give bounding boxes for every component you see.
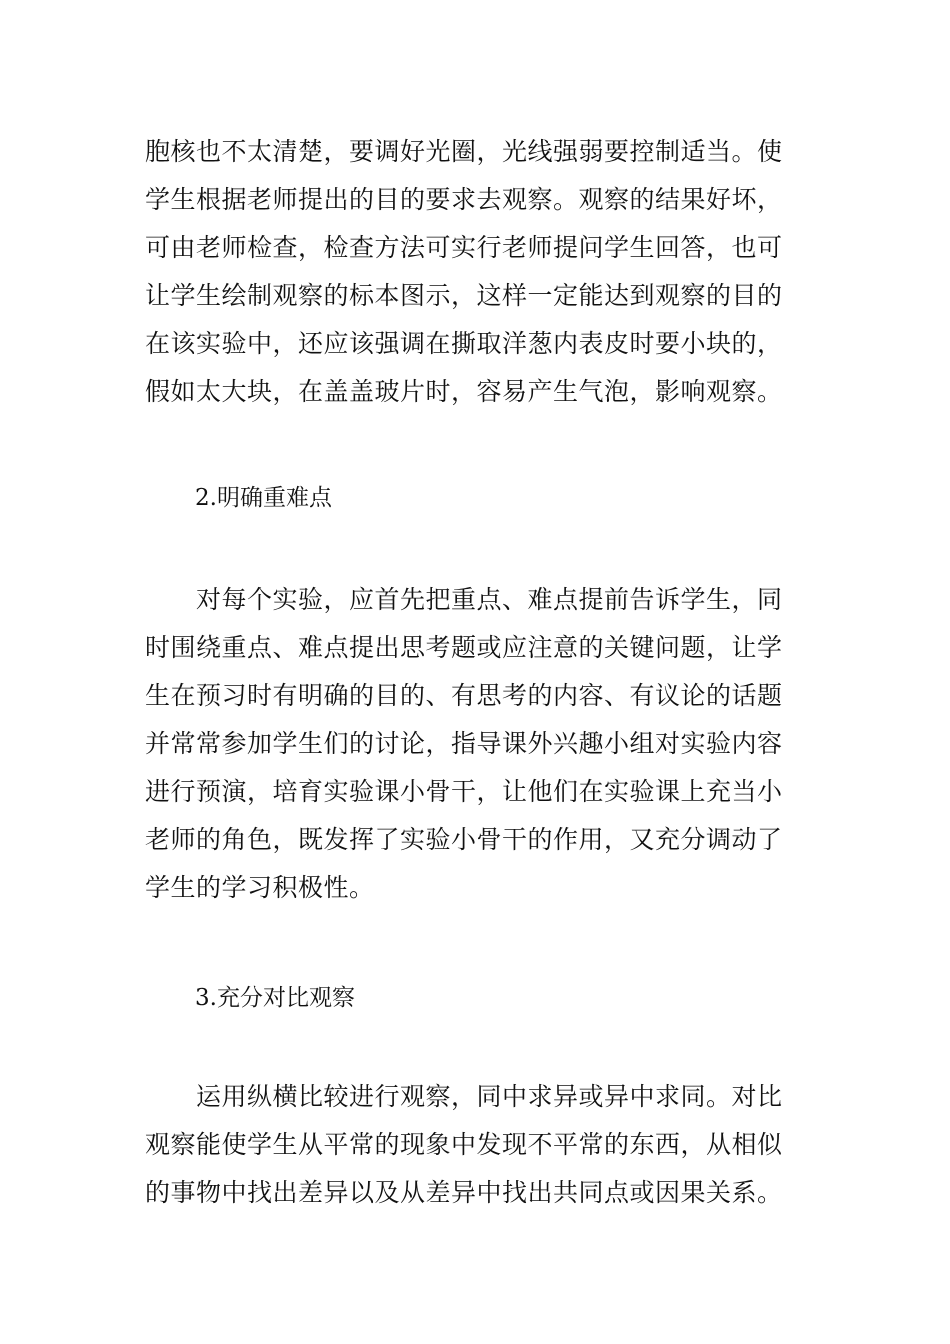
text-line: 并常常参加学生们的讨论，指导课外兴趣小组对实验内容 bbox=[145, 729, 783, 758]
text-line: 老师的角色，既发挥了实验小骨干的作用，又充分调动了 bbox=[145, 825, 783, 854]
text-line: 观察能使学生从平常的现象中发现不平常的东西，从相似 bbox=[145, 1130, 783, 1159]
text-line: 让学生绘制观察的标本图示，这样一定能达到观察的目的 bbox=[145, 281, 783, 310]
paragraph-continued bbox=[145, 128, 810, 416]
text-line: 时围绕重点、难点提出思考题或应注意的关键问题，让学 bbox=[145, 633, 783, 662]
paragraph-key-points bbox=[145, 576, 810, 912]
text-line: 的事物中找出差异以及从差异中找出共同点或因果关系。 bbox=[145, 1178, 783, 1207]
text-line: 生在预习时有明确的目的、有思考的内容、有议论的话题 bbox=[145, 681, 783, 710]
section-heading-2: 2.明确重难点 bbox=[195, 485, 332, 511]
text-line: 学生根据老师提出的目的要求去观察。观察的结果好坏， bbox=[145, 185, 783, 214]
text-line: 学生的学习积极性。 bbox=[145, 873, 375, 902]
paragraph-comparison bbox=[145, 1073, 810, 1217]
text-line: 对每个实验，应首先把重点、难点提前告诉学生，同 bbox=[145, 585, 783, 614]
text-line: 运用纵横比较进行观察，同中求异或异中求同。对比 bbox=[145, 1082, 783, 1111]
text-line: 胞核也不太清楚，要调好光圈，光线强弱要控制适当。使 bbox=[145, 137, 783, 166]
text-line: 可由老师检查，检查方法可实行老师提问学生回答，也可 bbox=[145, 233, 783, 262]
text-line: 假如太大块，在盖盖玻片时，容易产生气泡，影响观察。 bbox=[145, 377, 783, 406]
text-line: 进行预演，培育实验课小骨干，让他们在实验课上充当小 bbox=[145, 777, 783, 806]
text-line: 在该实验中，还应该强调在撕取洋葱内表皮时要小块的， bbox=[145, 329, 783, 358]
section-heading-3: 3.充分对比观察 bbox=[195, 985, 355, 1011]
